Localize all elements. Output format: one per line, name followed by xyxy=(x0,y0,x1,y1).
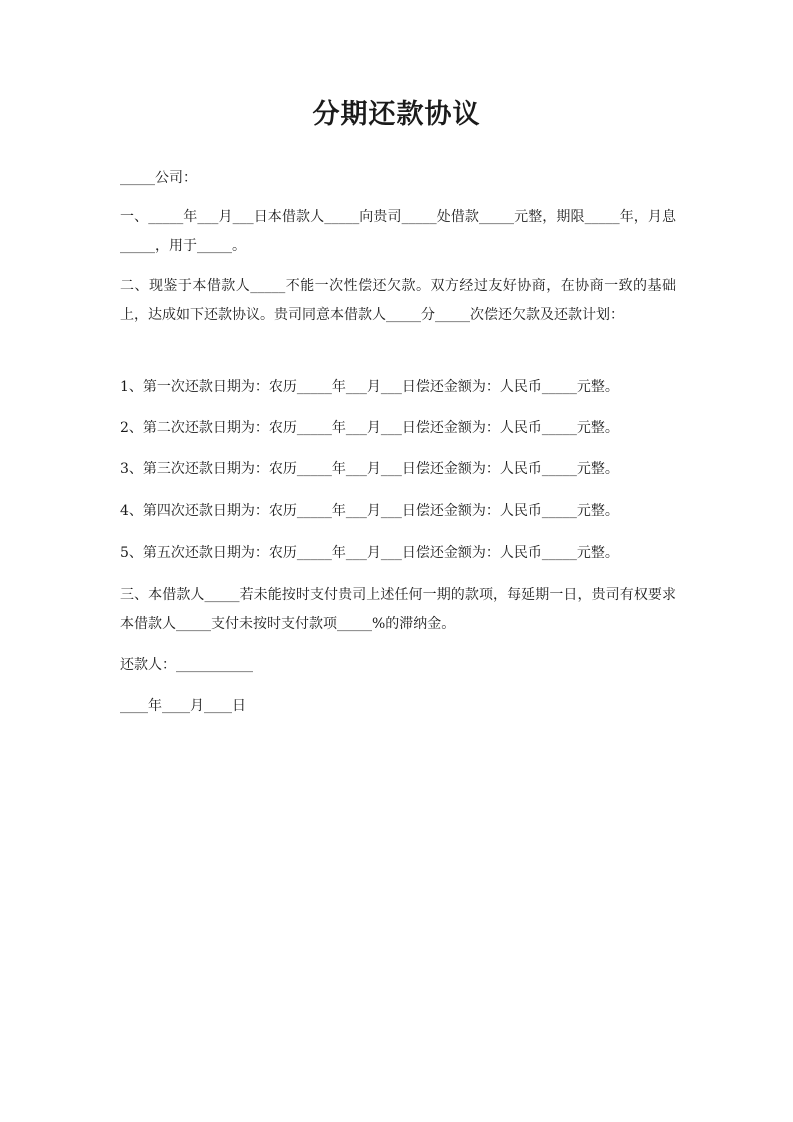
installment-2: 2、第二次还款日期为：农历_____年___月___日偿还金额为：人民币_____元整。 xyxy=(120,420,619,436)
document-title: 分期还款协议 xyxy=(312,99,481,130)
signature-line: 还款人：___________ xyxy=(120,657,253,673)
clause-one: 一、_____年___月___日本借款人_____向贵司_____处借款_____元整，期限_____年，月息_____，用于_____。 xyxy=(120,209,676,254)
installment-4: 4、第四次还款日期为：农历_____年___月___日偿还金额为：人民币_____元整。 xyxy=(120,503,619,519)
installment-5: 5、第五次还款日期为：农历_____年___月___日偿还金额为：人民币_____元整。 xyxy=(120,545,619,561)
date-line: ____年____月____日 xyxy=(120,698,246,714)
installment-1: 1、第一次还款日期为：农历_____年___月___日偿还金额为：人民币_____元整。 xyxy=(120,379,619,395)
clause-three: 三、本借款人_____若未能按时支付贵司上述任何一期的款项，每延期一日，贵司有权要求本借款人_____支付未按时支付款项_____%的滞纳金。 xyxy=(120,587,676,632)
clause-two: 二、现鉴于本借款人_____不能一次性偿还欠款。双方经过友好协商，在协商一致的基础上，达成如下还款协议。贵司同意本借款人_____分_____次偿还欠款及还款计划： xyxy=(120,278,676,323)
salutation: _____公司： xyxy=(120,170,197,186)
installment-3: 3、第三次还款日期为：农历_____年___月___日偿还金额为：人民币_____元整。 xyxy=(120,461,619,477)
